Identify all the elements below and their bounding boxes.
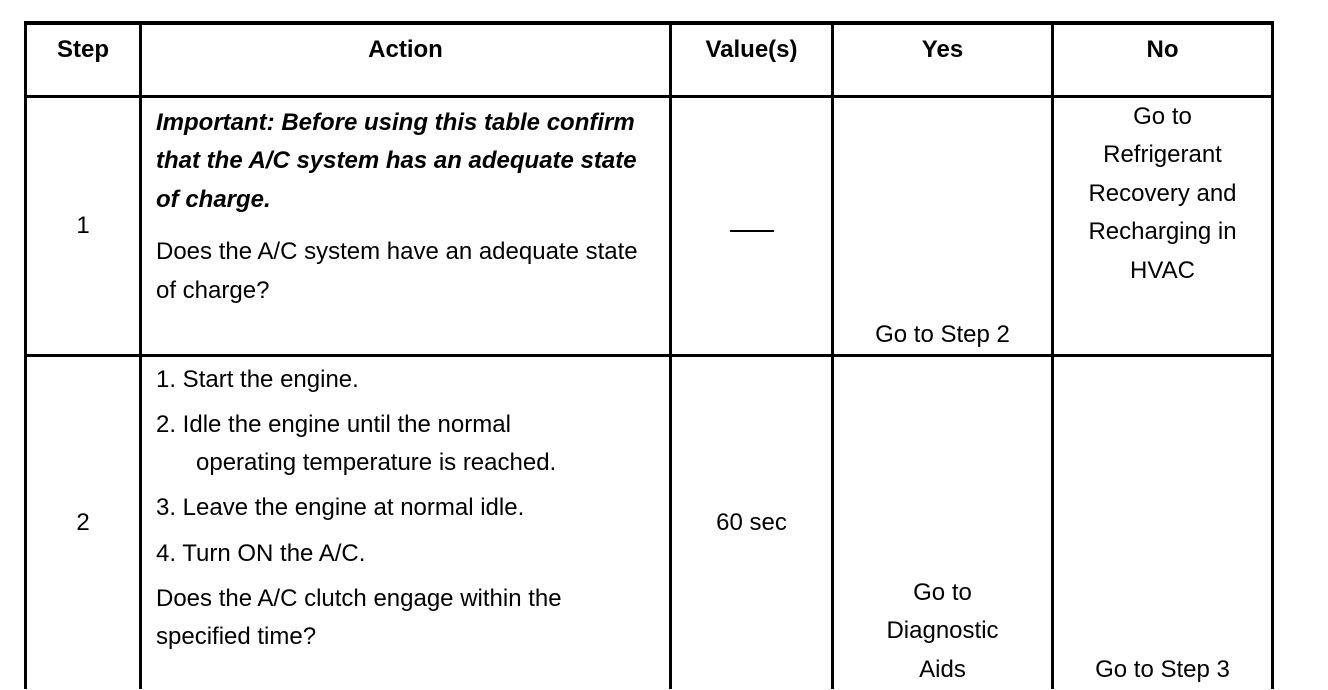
table-header [26,23,1273,97]
procedure-step [156,406,655,482]
diagnostic-table [24,21,1274,689]
header-row [26,23,1273,97]
action-cell [141,356,671,690]
no-line: HVAC [1130,256,1195,284]
procedure-step: 1. Start the engine. [156,366,359,393]
procedure-step-continuation: operating temperature is reached. [196,448,557,476]
header-no: No [1053,23,1273,97]
no-line: Go to [1133,103,1192,130]
action-cell [141,97,671,356]
step-number: 2 [26,356,141,690]
no-line: Recovery and [1088,179,1237,207]
header-step: Step [26,23,141,97]
step-question: Does the A/C clutch engage within the specified time? [156,584,562,651]
no-cell: Go to Step 3 [1053,356,1273,690]
yes-cell [833,356,1053,690]
procedure-step: 3. Leave the engine at normal idle. [156,494,525,522]
yes-line: Aids [919,655,966,683]
header-values: Value(s) [671,23,833,97]
value-cell: 60 sec [671,356,833,690]
header-yes: Yes [833,23,1053,97]
no-line: Recharging in [1088,218,1237,246]
procedure-list [156,361,655,573]
table-row-step-1 [26,97,1273,356]
procedure-step: 4. Turn ON the A/C. [156,539,366,567]
no-cell [1053,97,1273,356]
important-note: Important: Before using this table confirm that the A/C system has an adequate state of charge. [156,109,637,213]
value-cell [671,97,833,356]
no-value-dash [730,230,774,232]
table-body [26,97,1273,690]
header-action: Action [141,23,671,97]
yes-line: Diagnostic [886,617,999,645]
step-number: 1 [26,97,141,356]
step-question: Does the A/C system have an adequate state of charge? [156,238,638,304]
procedure-step-text: 2. Idle the engine until the normal [156,411,511,439]
yes-cell: Go to Step 2 [833,97,1053,356]
table-row-step-2 [26,356,1273,690]
yes-line: Go to [913,578,972,606]
no-line: Refrigerant [1103,141,1222,169]
